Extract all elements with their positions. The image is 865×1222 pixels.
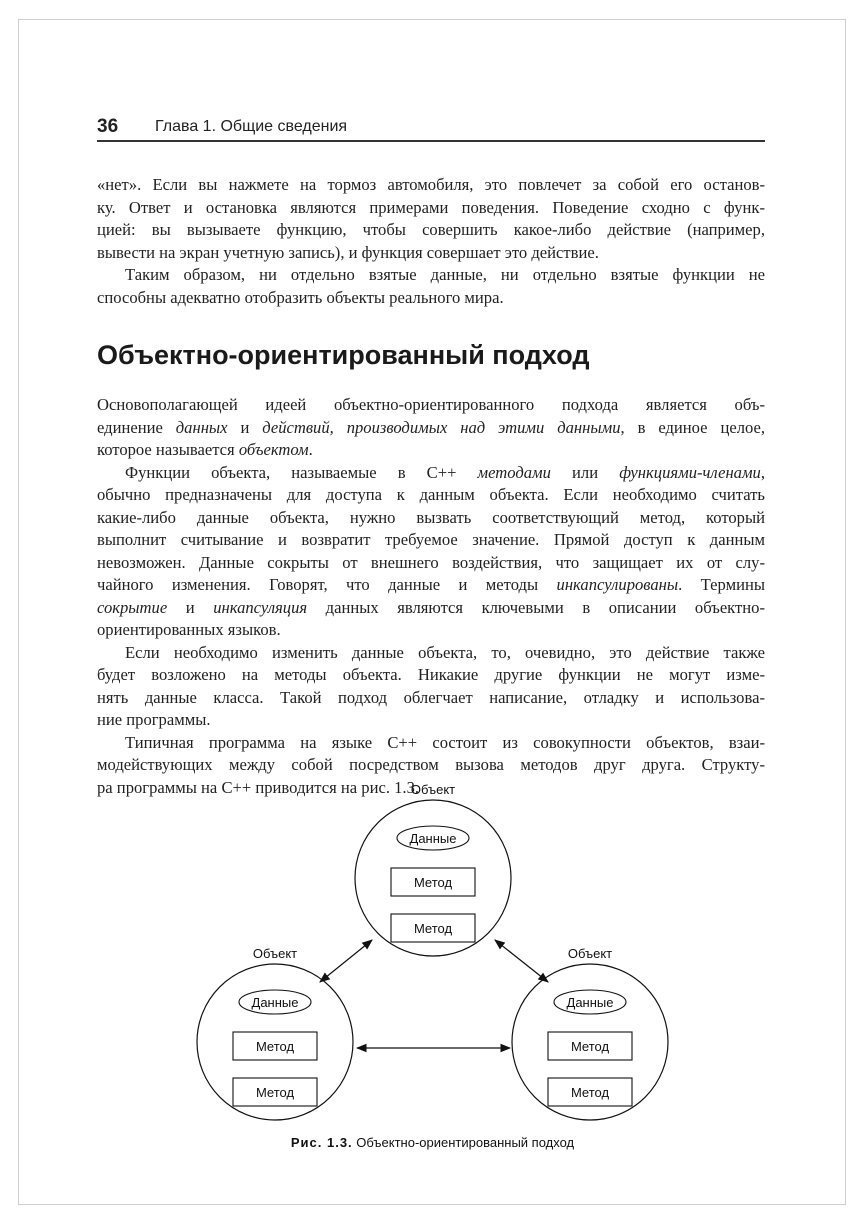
object-label: Объект: [252, 946, 298, 961]
data-label: Данные: [251, 995, 299, 1010]
page-number: 36: [97, 116, 119, 137]
text-span: данных являются ключевыми в описании объектно-: [307, 597, 765, 617]
text-span: Типичная программа на языке C++ состоит из совокупности объектов, взаи-: [125, 732, 765, 752]
text-span: цией: вы вызываете функцию, чтобы совершить какое-либо действие (например,: [97, 220, 765, 239]
text-span: единение: [97, 417, 176, 437]
caption-text: Объектно-ориентированный подход: [352, 1135, 575, 1150]
text-span: нять данные класса. Такой подход облегчает написание, отладку и использова-: [97, 687, 765, 707]
text-span: ра программы на C++ приводится на рис. 1.3.: [97, 777, 420, 797]
text-span: Функции объекта, называемые в C++: [125, 462, 478, 482]
text-span: будет возложено на методы объекта. Никакие другие функции не могут изме-: [97, 665, 765, 684]
text-span: ние программы.: [97, 710, 211, 729]
text-span: Если необходимо изменить данные объекта, то, очевидно, это действие также: [125, 642, 765, 662]
emphasis-text: инкапсулированы: [556, 575, 679, 594]
method-label: Метод: [570, 1085, 610, 1100]
emphasis-text: объектом: [238, 440, 309, 459]
emphasis-text: функциями-членами: [619, 462, 761, 482]
text-span: «нет». Если вы нажмете на тормоз автомобиля, это повлечет за собой его останов-: [97, 175, 765, 194]
text-span: Таким образом, ни отдельно взятые данные, ни отдельно взятые функции не: [125, 265, 765, 284]
data-label: Данные: [409, 831, 457, 846]
text-span: или: [550, 462, 620, 482]
text-span: . Термины: [678, 575, 766, 594]
text-span: , в единое целое,: [620, 417, 765, 437]
object-label: Объект: [410, 782, 456, 797]
arrow-top-left: [320, 940, 372, 982]
text-span: и: [227, 417, 263, 437]
method-label: Метод: [570, 1039, 610, 1054]
emphasis-text: методами: [477, 462, 551, 482]
text-span: ,: [760, 462, 766, 482]
method-label: Метод: [255, 1085, 295, 1100]
text-span: выполнит считывание и возвратит требуемое значение. Прямой доступ к данным: [97, 530, 765, 549]
emphasis-text: сокрытие: [97, 597, 168, 617]
method-label: Метод: [413, 875, 453, 890]
text-span: модействующих между собой посредством вызова методов друг друга. Структу-: [97, 755, 765, 774]
text-span: ку. Ответ и остановка являются примерами поведения. Поведение сходно с функ-: [97, 197, 765, 217]
caption-label: Рис. 1.3.: [290, 1135, 353, 1150]
text-span: какие-либо данные объекта, нужно вызвать соответствующий метод, который: [97, 507, 765, 527]
arrow-top-right: [495, 940, 548, 982]
emphasis-text: инкапсуляция: [213, 597, 308, 617]
text-span: обычно предназначены для доступа к данным объекта. Если необходимо считать: [97, 485, 765, 504]
figure-caption: [0, 1135, 865, 1150]
text-span: .: [308, 440, 313, 459]
method-label: Метод: [413, 921, 453, 936]
text-span: вывести на экран учетную запись), и функция совершает это действие.: [97, 242, 599, 262]
text-span: которое называется: [97, 440, 239, 459]
chapter-title: Глава 1. Общие сведения: [155, 118, 348, 135]
text-span: чайного изменения. Говорят, что данные и методы: [97, 575, 557, 594]
text-span: Основополагающей идеей объектно-ориентированного подхода является объ-: [97, 395, 765, 414]
section-heading: Объектно-ориентированный подход: [97, 340, 590, 370]
object-node: [197, 946, 353, 1120]
text-span: невозможен. Данные сокрыты от внешнего воздействия, что защищает их от слу-: [97, 552, 765, 572]
text-span: и: [167, 597, 214, 617]
data-label: Данные: [566, 995, 614, 1010]
text-span: способны адекватно отобразить объекты реального мира.: [97, 287, 504, 307]
object-label: Объект: [567, 946, 613, 961]
object-node: [355, 782, 511, 956]
emphasis-text: действий, производимых над этими данными: [262, 417, 621, 437]
emphasis-text: данных: [175, 417, 228, 437]
method-label: Метод: [255, 1039, 295, 1054]
text-span: ориентированных языков.: [97, 620, 281, 639]
